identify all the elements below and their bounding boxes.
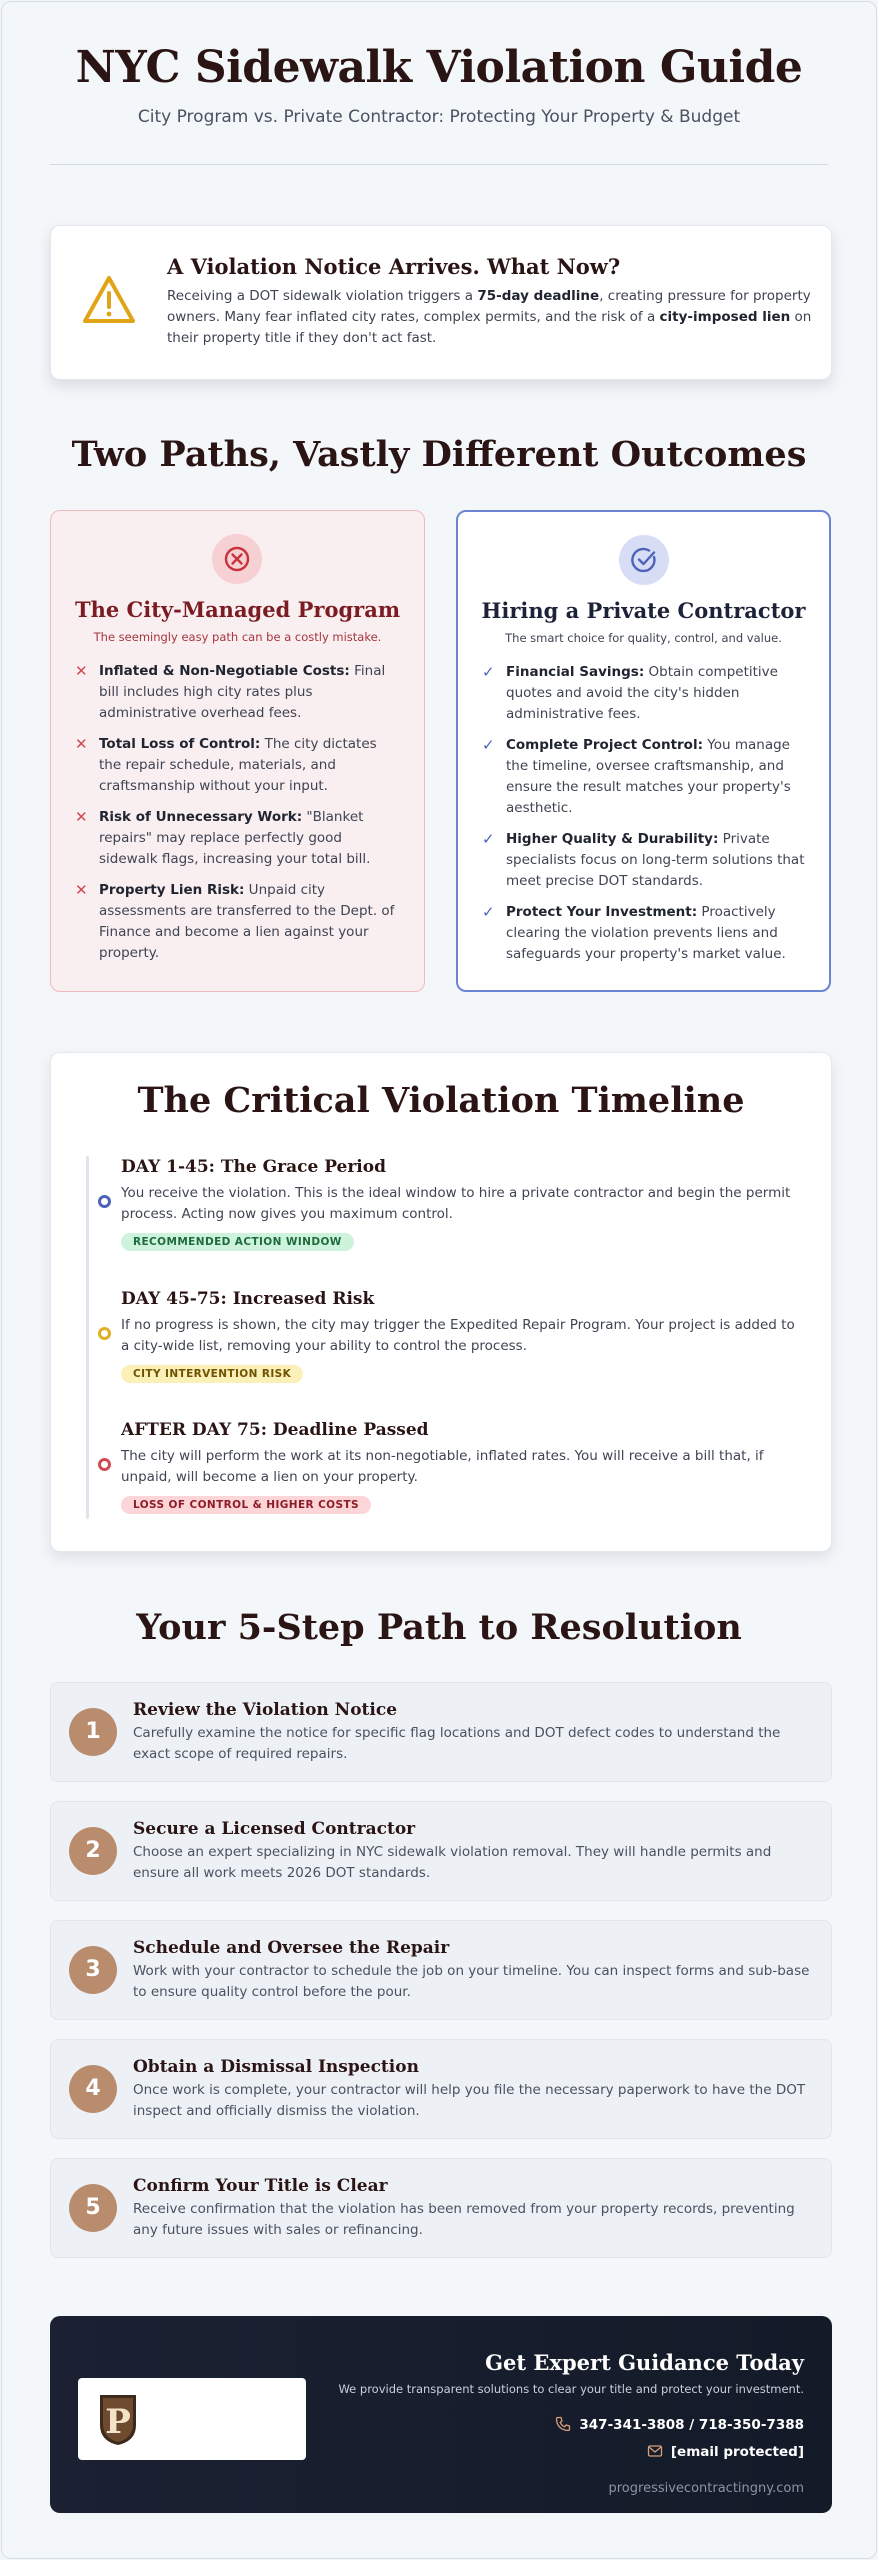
violation-notice-card xyxy=(50,225,832,380)
header-divider xyxy=(50,164,828,165)
timeline-item-increased-risk xyxy=(121,1289,801,1383)
list-item: ✕ Property Lien Risk: Unpaid city assessments are transferred to the Dept. of Finance and become a lien against your property. xyxy=(75,881,395,961)
private-contractor-card xyxy=(456,510,831,992)
timeline-dot xyxy=(98,1195,111,1208)
timeline-item-title: AFTER DAY 75: Deadline Passed xyxy=(121,1420,429,1440)
list-item: ✕ Risk of Unnecessary Work: "Blanket repairs" may replace perfectly good sidewalk flags, increasing your total bill. xyxy=(75,808,371,867)
timeline-item-grace-period xyxy=(121,1157,801,1251)
x-circle-icon xyxy=(212,534,262,584)
city-card-title: The City-Managed Program xyxy=(74,597,401,622)
timeline-line xyxy=(86,1156,89,1519)
status-badge: CITY INTERVENTION RISK xyxy=(121,1365,303,1383)
alert-title: A Violation Notice Arrives. What Now? xyxy=(167,254,621,279)
footer-tagline: We provide transparent solutions to clear your title and protect your investment. xyxy=(338,2382,804,2396)
step-title: Obtain a Dismissal Inspection xyxy=(133,2057,419,2077)
email-link[interactable] xyxy=(647,2443,804,2460)
phone-numbers: 347-341-3808 / 718-350-7388 xyxy=(579,2417,804,2433)
step-text: Once work is complete, your contractor will help you file the necessary paperwork to have the DOT inspect and officially dismiss the violation. xyxy=(133,2082,806,2119)
list-item: ✕ Total Loss of Control: The city dictates the repair schedule, materials, and craftsmanship without your input. xyxy=(75,735,377,794)
mail-icon xyxy=(647,2443,663,2459)
phone-icon xyxy=(555,2416,571,2432)
paths-heading: Two Paths, Vastly Different Outcomes xyxy=(71,434,807,475)
timeline-item-title: DAY 1-45: The Grace Period xyxy=(121,1157,386,1177)
step-title: Confirm Your Title is Clear xyxy=(133,2176,388,2196)
page-title: NYC Sidewalk Violation Guide xyxy=(75,42,803,93)
timeline-item-deadline-passed xyxy=(121,1420,801,1514)
step-text: Work with your contractor to schedule the job on your timeline. You can inspect forms and sub-base to ensure quality control before the pour. xyxy=(133,1963,810,2000)
step-card xyxy=(50,1682,832,1782)
x-mark-icon: ✕ xyxy=(75,808,88,826)
page-subtitle: City Program vs. Private Contractor: Protecting Your Property & Budget xyxy=(137,107,741,127)
guide-page xyxy=(1,1,877,2559)
check-mark-icon: ✓ xyxy=(482,663,495,681)
x-mark-icon: ✕ xyxy=(75,881,88,899)
step-number: 1 xyxy=(69,1708,117,1756)
website-link[interactable]: progressivecontractingny.com xyxy=(608,2481,804,2496)
city-program-card xyxy=(50,510,425,992)
footer-title: Get Expert Guidance Today xyxy=(485,2350,804,2375)
step-text: Receive confirmation that the violation has been removed from your property records, preventing any future issues with sales or refinancing. xyxy=(133,2201,795,2238)
step-number: 2 xyxy=(69,1827,117,1875)
step-number: 3 xyxy=(69,1946,117,1994)
timeline-dot xyxy=(98,1327,111,1340)
status-badge: LOSS OF CONTROL & HIGHER COSTS xyxy=(121,1496,371,1514)
contact-footer xyxy=(50,2316,832,2513)
list-item: ✓ Financial Savings: Obtain competitive quotes and avoid the city's hidden administrative fees. xyxy=(482,663,778,722)
pro-card-title: Hiring a Private Contractor xyxy=(481,598,806,623)
pro-card-subtitle: The smart choice for quality, control, and value. xyxy=(505,631,782,645)
step-card xyxy=(50,2039,832,2139)
check-mark-icon: ✓ xyxy=(482,830,495,848)
step-card xyxy=(50,1801,832,1901)
pro-benefits-list xyxy=(480,662,807,975)
timeline-card xyxy=(50,1052,832,1552)
step-title: Review the Violation Notice xyxy=(133,1700,398,1720)
timeline-item-text: You receive the violation. This is the ideal window to hire a private contractor and begin the permit process. Acting now gives you maximum control. xyxy=(121,1185,791,1222)
timeline-item-title: DAY 45-75: Increased Risk xyxy=(121,1289,375,1309)
phone-link[interactable] xyxy=(555,2416,804,2433)
step-title: Secure a Licensed Contractor xyxy=(133,1819,416,1839)
page-header xyxy=(2,42,876,127)
check-mark-icon: ✓ xyxy=(482,903,495,921)
list-item: ✓ Complete Project Control: You manage the timeline, oversee craftsmanship, and ensure the result matches your property's aesthetic. xyxy=(482,736,791,816)
company-logo[interactable] xyxy=(78,2378,306,2460)
step-card xyxy=(50,1920,832,2020)
list-item: ✓ Protect Your Investment: Proactively clearing the violation prevents liens and safeguards your property's market value. xyxy=(482,903,786,962)
x-mark-icon: ✕ xyxy=(75,735,88,753)
list-item: ✓ Higher Quality & Durability: Private specialists focus on long-term solutions that meet precise DOT standards. xyxy=(482,830,805,889)
email-address: [email protected] xyxy=(670,2444,804,2460)
step-card xyxy=(50,2158,832,2258)
timeline-heading: The Critical Violation Timeline xyxy=(137,1080,745,1121)
step-text: Choose an expert specializing in NYC sidewalk violation removal. They will handle permits and ensure all work meets 2026 DOT standards. xyxy=(133,1844,772,1881)
timeline-dot xyxy=(98,1458,111,1471)
warning-icon xyxy=(81,274,137,326)
list-item: ✕ Inflated & Non-Negotiable Costs: Final bill includes high city rates plus administrative overhead fees. xyxy=(75,662,386,721)
timeline-item-text: The city will perform the work at its non-negotiable, inflated rates. You will receive a bill that, if unpaid, will become a lien on your property. xyxy=(121,1448,764,1485)
x-mark-icon: ✕ xyxy=(75,662,88,680)
alert-text: Receiving a DOT sidewalk violation triggers a 75-day deadline, creating pressure for property owners. Many fear inflated city rates, complex permits, and the risk of a city-imposed lien on their property title if they don't act fast. xyxy=(167,288,812,346)
svg-text:P: P xyxy=(105,2402,131,2442)
city-card-subtitle: The seemingly easy path can be a costly mistake. xyxy=(93,630,382,644)
step-number: 4 xyxy=(69,2065,117,2113)
step-text: Carefully examine the notice for specific flag locations and DOT defect codes to understand the exact scope of required repairs. xyxy=(133,1725,781,1762)
logo-emblem-icon xyxy=(86,2389,146,2449)
check-mark-icon: ✓ xyxy=(482,736,495,754)
status-badge: RECOMMENDED ACTION WINDOW xyxy=(121,1233,354,1251)
city-drawbacks-list xyxy=(73,661,402,974)
check-circle-icon xyxy=(619,535,669,585)
timeline-item-text: If no progress is shown, the city may trigger the Expedited Repair Program. Your project is added to a city-wide list, removing your ability to control the process. xyxy=(121,1317,795,1354)
step-number: 5 xyxy=(69,2184,117,2232)
step-title: Schedule and Oversee the Repair xyxy=(133,1938,450,1958)
steps-heading: Your 5-Step Path to Resolution xyxy=(136,1607,742,1648)
